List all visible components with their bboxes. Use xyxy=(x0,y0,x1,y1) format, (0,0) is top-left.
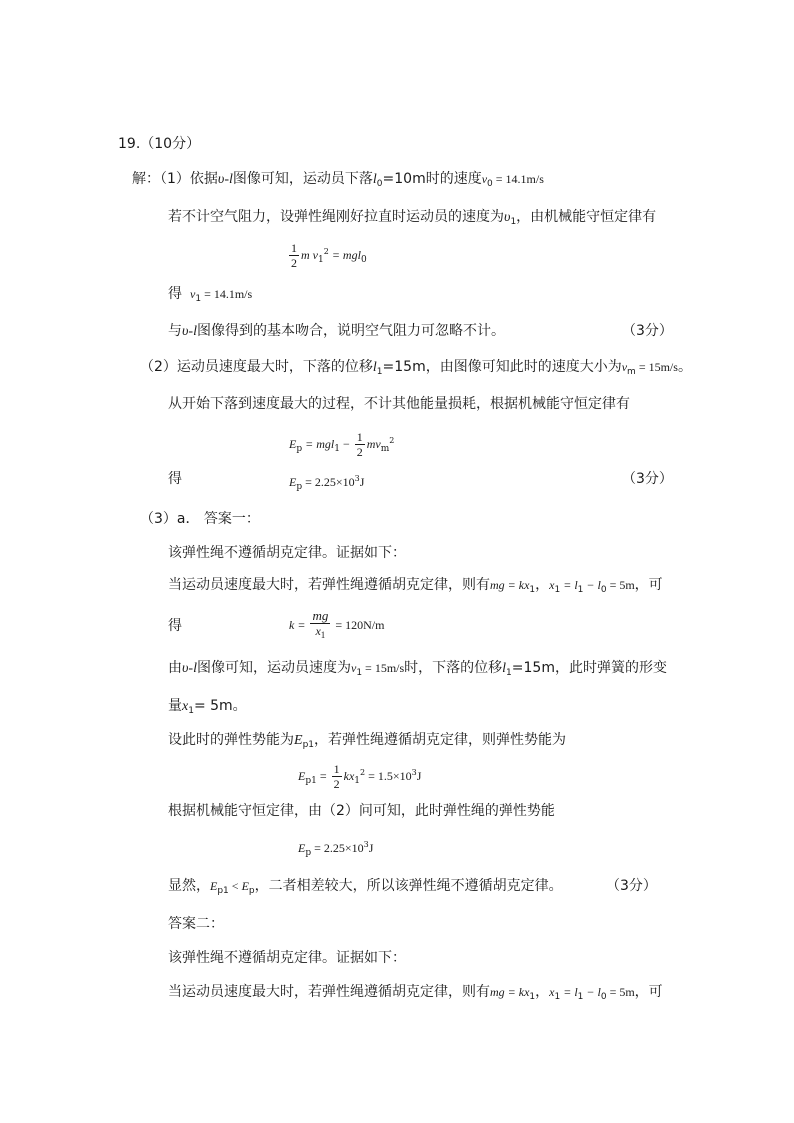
claim-line: 该弹性绳不遵循胡克定律。证据如下： xyxy=(168,545,406,561)
conservation-line: 根据机械能守恒定律，由（2）问可知，此时弹性绳的弹性势能 xyxy=(168,803,555,819)
deformation-line: 量$x_1= 5m$。 xyxy=(168,698,247,716)
potential-energy-line: 设此时的弹性势能为$E_{p1}$，若弹性绳遵循胡克定律，则弹性势能为 xyxy=(168,732,567,750)
fraction-half: $\frac{1}{2}$ xyxy=(333,761,340,791)
equation-ep1: $E_{p1}$ = $\frac{1}{2}$ $kx_1^2 = 1.5\times 10^3J$ xyxy=(298,761,422,791)
problem-header: 19.（10分） xyxy=(118,136,201,152)
fraction-half: $\frac{1}{2}$ xyxy=(356,429,363,459)
part1-line: 解：（1）依据υ-l图像可知，运动员下落$l_0=10m$时的速度$v_0 = 14.1m/s$ xyxy=(132,171,544,189)
result-k: k = $\frac{mg}{x_1}$ = 120N/m xyxy=(289,607,385,640)
equation-energy-1: $\frac{1}{2}$ m $v_1^2 = mgl_0$ xyxy=(291,240,367,270)
answer2-heading: 答案二： xyxy=(168,916,224,932)
fraction-mg-x1: $\frac{mg}{x_1}$ xyxy=(312,607,329,640)
equation-ep: $E_p = 2.25\times 10^3J$ xyxy=(298,840,374,858)
part3-answer1-heading: （3）a． 答案一： xyxy=(140,511,260,527)
fraction-half: $\frac{1}{2}$ xyxy=(291,240,297,270)
score-2: （3分） xyxy=(622,471,673,487)
result-k-label: 得 xyxy=(168,618,182,634)
hooke-line: 当运动员速度最大时，若弹性绳遵循胡克定律，则有mg = $kx_1$，$x_1 = l_1 - l_0 = 5m$，可 xyxy=(168,577,663,595)
hooke-line-2: 当运动员速度最大时，若弹性绳遵循胡克定律，则有mg = $kx_1$，$x_1 = l_1 - l_0 = 5m$，可 xyxy=(168,984,663,1002)
match-line: 与υ-l图像得到的基本吻合，说明空气阻力可忽略不计。 xyxy=(168,323,505,339)
assumption-line: 若不计空气阻力，设弹性绳刚好拉直时运动员的速度为$\upsilon_1$，由机械能守恒定律有 xyxy=(168,209,657,227)
claim-line-2: 该弹性绳不遵循胡克定律。证据如下： xyxy=(168,950,406,966)
conclusion-line: 显然，$E_{p1} < E_p$，二者相差较大，所以该弹性绳不遵循胡克定律。 xyxy=(168,878,563,896)
score-3: （3分） xyxy=(606,878,657,894)
equation-energy-2: $E_p = mgl_1$ − $\frac{1}{2}$ $mv_m^2$ xyxy=(289,429,395,459)
score-1: （3分） xyxy=(622,323,673,339)
process-line: 从开始下落到速度最大的过程，不计其他能量损耗，根据机械能守恒定律有 xyxy=(168,396,630,412)
part2-line: （2）运动员速度最大时，下落的位移$l_1=15m$，由图像可知此时的速度大小为$v_m = 15m/s$。 xyxy=(140,359,692,377)
result-v1: 得 $v_1 = 14.1m/s$ xyxy=(168,286,253,304)
result-ep-label: 得 xyxy=(168,471,182,487)
result-ep: $E_p = 2.25\times 10^3J$ xyxy=(289,474,365,492)
graph-line: 由υ-l图像可知，运动员速度为$v_1 = 15m/s$时，下落的位移$l_1=15m$，此时弹簧的形变 xyxy=(168,660,667,678)
